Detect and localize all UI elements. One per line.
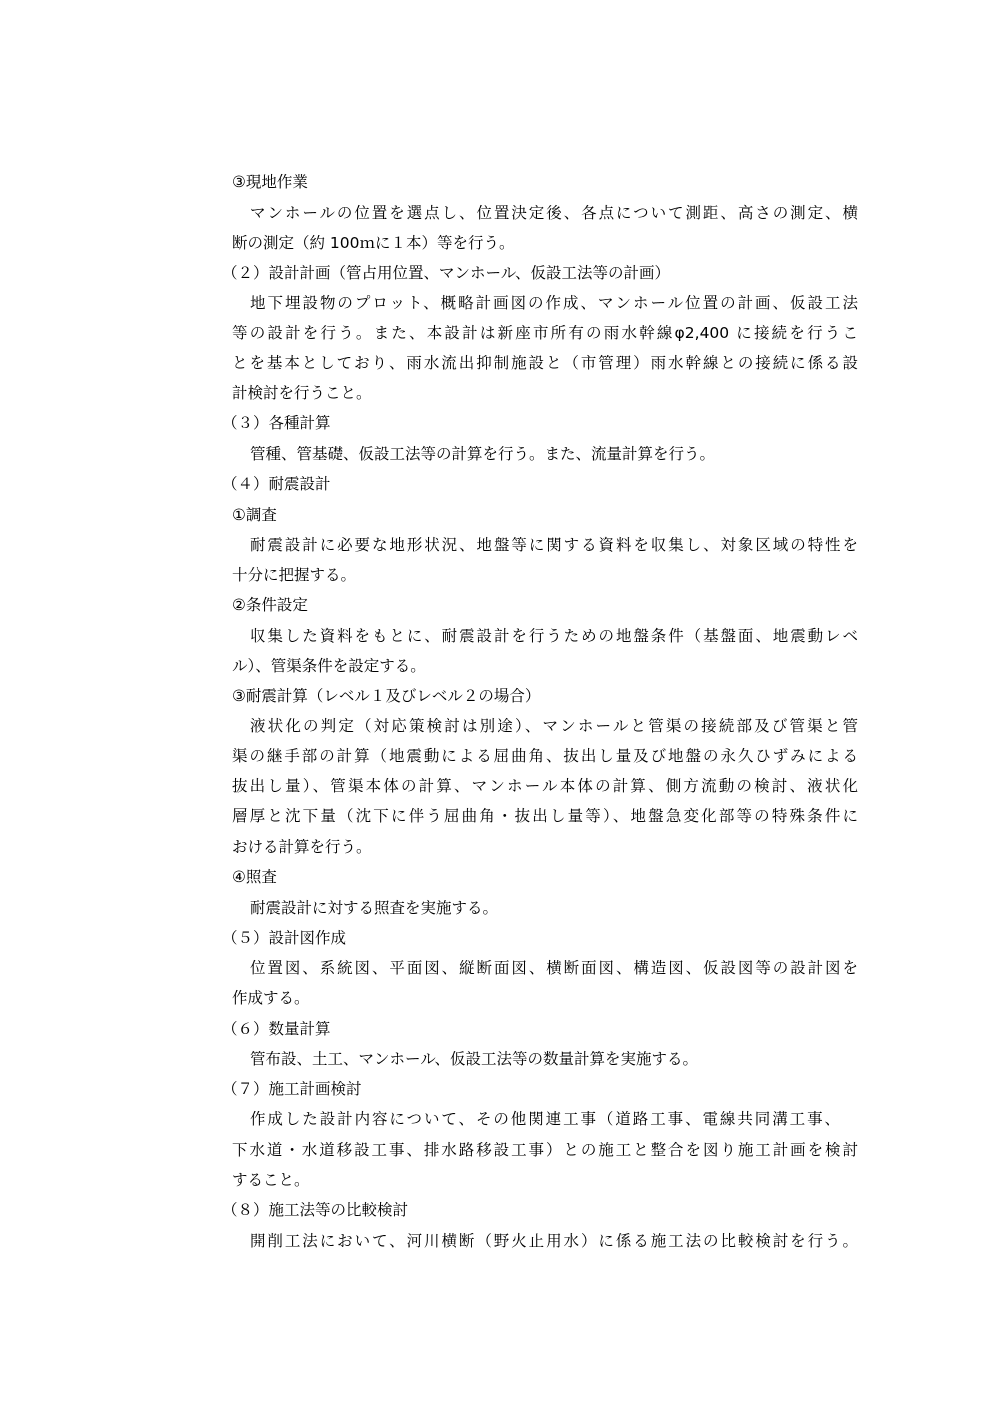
paragraph-line: 下水道・水道移設工事、排水路移設工事）との施工と整合を図り施工計画を検討 <box>232 1141 858 1159</box>
subheading-seismic-calc: ③耐震計算（レベル１及びレベル２の場合） <box>232 687 541 705</box>
paragraph-line: 渠の継手部の計算（地震動による屈曲角、抜出し量及び地盤の永久ひずみによる <box>232 747 858 765</box>
section-heading-seismic-design: （４）耐震設計 <box>222 475 331 493</box>
paragraph-line: 作成した設計内容について、その他関連工事（道路工事、電線共同溝工事、 <box>250 1110 840 1128</box>
paragraph-line: 計検討を行うこと。 <box>232 384 372 402</box>
paragraph-line: すること。 <box>232 1171 310 1189</box>
subheading-survey: ①調査 <box>232 506 277 524</box>
paragraph-line: 断の測定（約 100ｍに１本）等を行う。 <box>232 234 515 252</box>
paragraph-line: おける計算を行う。 <box>232 838 372 856</box>
subheading-site-work: ③現地作業 <box>232 173 308 191</box>
section-heading-construction-plan: （７）施工計画検討 <box>222 1080 362 1098</box>
subheading-conditions: ②条件設定 <box>232 596 308 614</box>
paragraph-line: 収集した資料をもとに、耐震設計を行うための地盤条件（基盤面、地震動レベ <box>250 627 858 645</box>
paragraph-line: 作成する。 <box>232 989 310 1007</box>
paragraph-line: 管布設、土工、マンホール、仮設工法等の数量計算を実施する。 <box>250 1050 698 1068</box>
paragraph-line: 層厚と沈下量（沈下に伴う屈曲角・抜出し量等）、地盤急変化部等の特殊条件に <box>232 807 858 825</box>
paragraph-line: ル）、管渠条件を設定する。 <box>232 657 426 675</box>
paragraph-line: 液状化の判定（対応策検討は別途）、マンホールと管渠の接続部及び管渠と管 <box>250 717 858 735</box>
paragraph-line: 等の設計を行う。また、本設計は新座市所有の雨水幹線φ2,400 に接続を行うこ <box>232 324 858 342</box>
paragraph-line: 耐震設計に対する照査を実施する。 <box>250 899 499 917</box>
paragraph-line: 位置図、系統図、平面図、縦断面図、横断面図、構造図、仮設図等の設計図を <box>250 959 858 977</box>
section-heading-drawings: （５）設計図作成 <box>222 929 347 947</box>
section-heading-calculations: （３）各種計算 <box>222 414 331 432</box>
paragraph-line: マンホールの位置を選点し、位置決定後、各点について測距、高さの測定、横 <box>250 204 858 222</box>
paragraph-line: 抜出し量）、管渠本体の計算、マンホール本体の計算、側方流動の検討、液状化 <box>232 777 858 795</box>
paragraph-line: 管種、管基礎、仮設工法等の計算を行う。また、流量計算を行う。 <box>250 445 716 463</box>
paragraph-line: 耐震設計に必要な地形状況、地盤等に関する資料を収集し、対象区域の特性を <box>250 536 858 554</box>
section-heading-design-plan: （２）設計計画（管占用位置、マンホール、仮設工法等の計画） <box>222 264 670 282</box>
paragraph-line: とを基本としており、雨水流出抑制施設と（市管理）雨水幹線との接続に係る設 <box>232 354 858 372</box>
section-heading-method-comparison: （８）施工法等の比較検討 <box>222 1201 409 1219</box>
paragraph-line: 十分に把握する。 <box>232 566 357 584</box>
subheading-verification: ④照査 <box>232 868 277 886</box>
paragraph-line: 地下埋設物のプロット、概略計画図の作成、マンホール位置の計画、仮設工法 <box>250 294 858 312</box>
paragraph-line: 開削工法において、河川横断（野火止用水）に係る施工法の比較検討を行う。 <box>250 1232 858 1250</box>
section-heading-quantities: （６）数量計算 <box>222 1020 331 1038</box>
